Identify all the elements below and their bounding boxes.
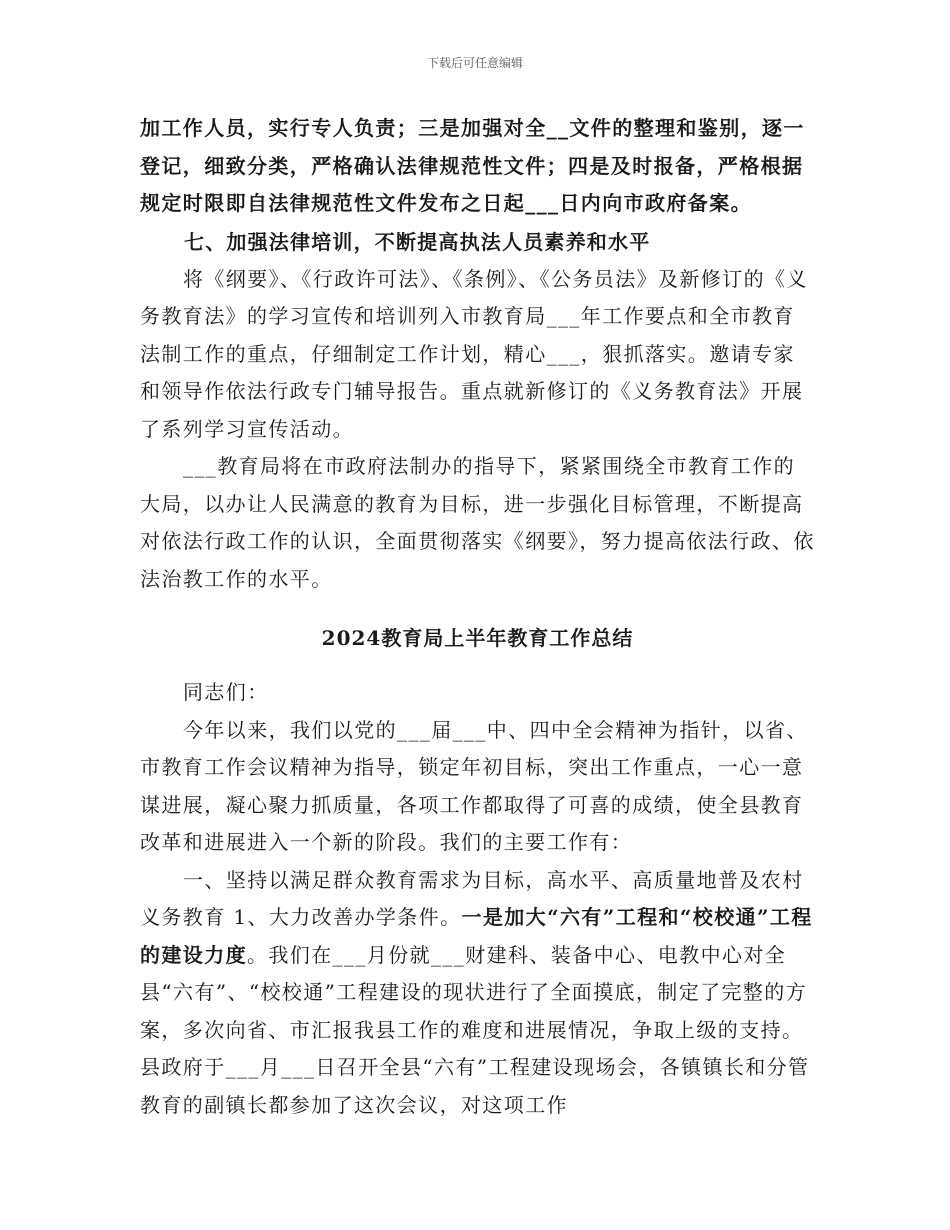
outlook-paragraph: ___教育局将在市政府法制办的指导下，紧紧围绕全市教育工作的大局，以办让人民满意的教育为目标，进一步强化目标管理，不断提高对依法行政工作的认识，全面贯彻落实《纲要》，努力提高依法行政、依法治教工作的水平。 — [140, 454, 815, 591]
intro-paragraph: 今年以来，我们以党的___届___中、四中全会精神为指针，以省、市教育工作会议精神为指导，锁定年初目标，突出工作重点，一心一意谋进展，凝心聚力抓质量，各项工作都取得了可喜的成绩，使全县教育改革和进展进入一个新的阶段。我们的主要工作有： — [140, 717, 808, 854]
point-one-rest: 。我们在___月份就___财建科、装备中心、电教中心对全县“六有”、“校校通”工程建设的现状进行了全面摸底，制定了完整的方案，多次向省、市汇报我县工作的难度和进展情况，争取上级的支持。县政府于___月___日召开全县“六有”工程建设现场会，各镇镇长和分管教育的副镇长都参加了这次会议，对这项工作 — [140, 942, 810, 1117]
point-one-bold: 一是加大“六有”工程和“校校通”工程的建设力度 — [140, 905, 813, 967]
document-title: 2024教育局上半年教育工作总结 — [321, 626, 634, 650]
page-header-note: 下载后可任意编辑 — [426, 56, 523, 70]
document-body — [140, 110, 815, 1124]
salutation: 同志们： — [183, 680, 269, 704]
point-one-paragraph — [140, 862, 815, 1125]
point-one-lead: 一、坚持以满足群众教育需求为目标，高水平、高质量地普及农村义务教育 1、大力改善办学条件。 — [140, 867, 804, 929]
section-heading-seven: 七、加强法律培训，不断提高执法人员素养和水平 — [184, 229, 651, 254]
continued-bold-paragraph: 加工作人员，实行专人负责；三是加强对全__文件的整理和鉴别，逐一登记，细致分类，严格确认法律规范性文件；四是及时报备，严格根据规定时限即自法律规范性文件发布之日起___日内向市政府备案。 — [140, 116, 805, 215]
training-paragraph: 将《纲要》、《行政许可法》、《条例》、《公务员法》及新修订的《义务教育法》的学习宣传和培训列入市教育局___年工作要点和全市教育法制工作的重点，仔细制定工作计划，精心___，狠抓落实。邀请专家和领导作依法行政专门辅导报告。重点就新修订的《义务教育法》开展了系列学习宣传活动。 — [140, 266, 808, 441]
